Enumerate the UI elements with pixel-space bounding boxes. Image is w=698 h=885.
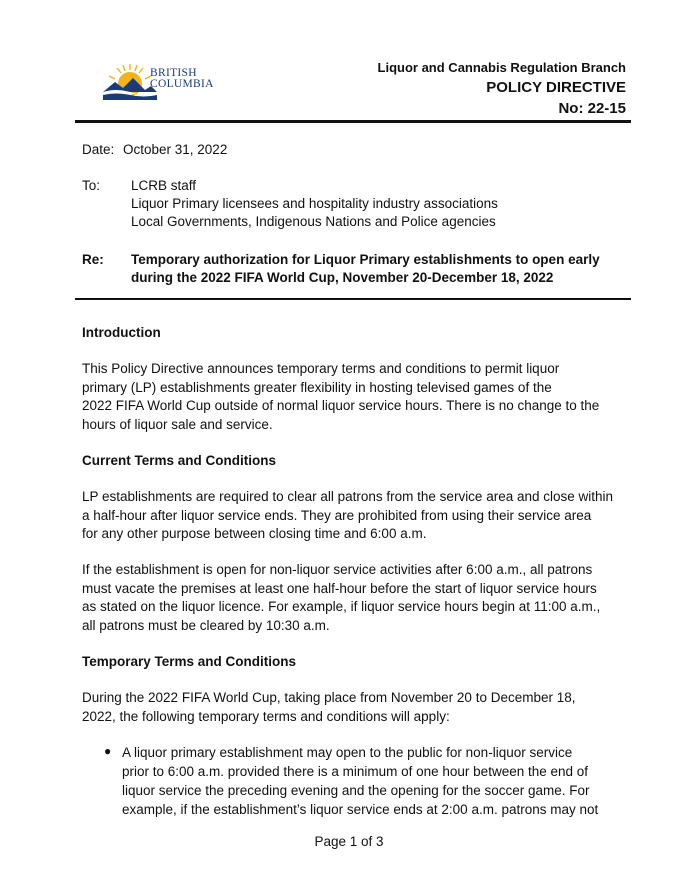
paragraph-line: LP establishments are required to clear all patrons from the service area and close within <box>82 489 614 504</box>
re-label: Re: <box>82 252 104 267</box>
section-heading-introduction: Introduction <box>82 325 161 340</box>
bullet-icon: ● <box>104 744 112 758</box>
re-subject-line: Temporary authorization for Liquor Primary establishments to open early <box>131 252 600 267</box>
branch-name: Liquor and Cannabis Regulation Branch <box>377 60 626 75</box>
to-recipient: Liquor Primary licensees and hospitality industry associations <box>131 196 498 211</box>
section-heading-current-terms: Current Terms and Conditions <box>82 453 277 468</box>
bullet-line: A liquor primary establishment may open to the public for non-liquor service <box>122 745 573 760</box>
logo-line-2: COLUMBIA <box>150 78 214 90</box>
section-heading-temporary-terms: Temporary Terms and Conditions <box>82 654 297 669</box>
bullet-line: liquor service the preceding evening and the opening for the soccer game. For <box>122 783 590 798</box>
re-subject-line: during the 2022 FIFA World Cup, November 20-December 18, 2022 <box>131 270 554 285</box>
paragraph-line: This Policy Directive announces temporary terms and conditions to permit liquor <box>82 361 560 376</box>
paragraph-line: primary (LP) establishments greater flexibility in hosting televised games of the <box>82 379 552 395</box>
date-label: Date: <box>82 142 115 157</box>
paragraph-line: all patrons must be cleared by 10:30 a.m. <box>82 617 330 633</box>
to-recipient: Local Governments, Indigenous Nations and Police agencies <box>131 214 496 229</box>
current-terms-paragraph-1 <box>82 488 627 544</box>
bullet-line: example, if the establishment’s liquor service ends at 2:00 a.m. patrons may not <box>122 802 599 817</box>
doc-type: POLICY DIRECTIVE <box>486 79 626 96</box>
to-label: To: <box>82 178 101 193</box>
paragraph-line: a half-hour after liquor service ends. They are prohibited from using their service area <box>82 507 592 523</box>
header-divider <box>75 120 631 123</box>
temporary-terms-paragraph <box>82 689 627 726</box>
paragraph-line: for any other purpose between closing time and 6:00 a.m. <box>82 526 427 542</box>
paragraph-line: as stated on the liquor licence. For example, if liquor service hours begin at 11:00 a.m., <box>82 599 601 615</box>
current-terms-paragraph-2 <box>82 561 627 635</box>
paragraph-line: must vacate the premises at least one half-hour before the start of liquor service hours <box>82 580 597 596</box>
paragraph-line: During the 2022 FIFA World Cup, taking place from November 20 to December 18, <box>82 690 576 705</box>
logo-wordmark <box>150 68 214 90</box>
bullet-item <box>122 743 627 819</box>
directive-number: No: 22-15 <box>558 100 626 117</box>
page-number: Page 1 of 3 <box>314 834 384 849</box>
to-recipient: LCRB staff <box>131 178 197 193</box>
bullet-line: prior to 6:00 a.m. provided there is a minimum of one hour between the end of <box>122 764 589 779</box>
date-value: October 31, 2022 <box>123 142 228 157</box>
paragraph-line: hours of liquor sale and service. <box>82 416 273 432</box>
intro-paragraph <box>82 360 627 434</box>
paragraph-line: If the establishment is open for non-liquor service activities after 6:00 a.m., all patrons <box>82 562 593 577</box>
memo-divider <box>75 298 631 300</box>
paragraph-line: 2022 FIFA World Cup outside of normal liquor service hours. There is no change to the <box>82 398 600 414</box>
logo-line-1: BRITISH <box>150 67 197 79</box>
paragraph-line: 2022, the following temporary terms and conditions will apply: <box>82 708 450 724</box>
